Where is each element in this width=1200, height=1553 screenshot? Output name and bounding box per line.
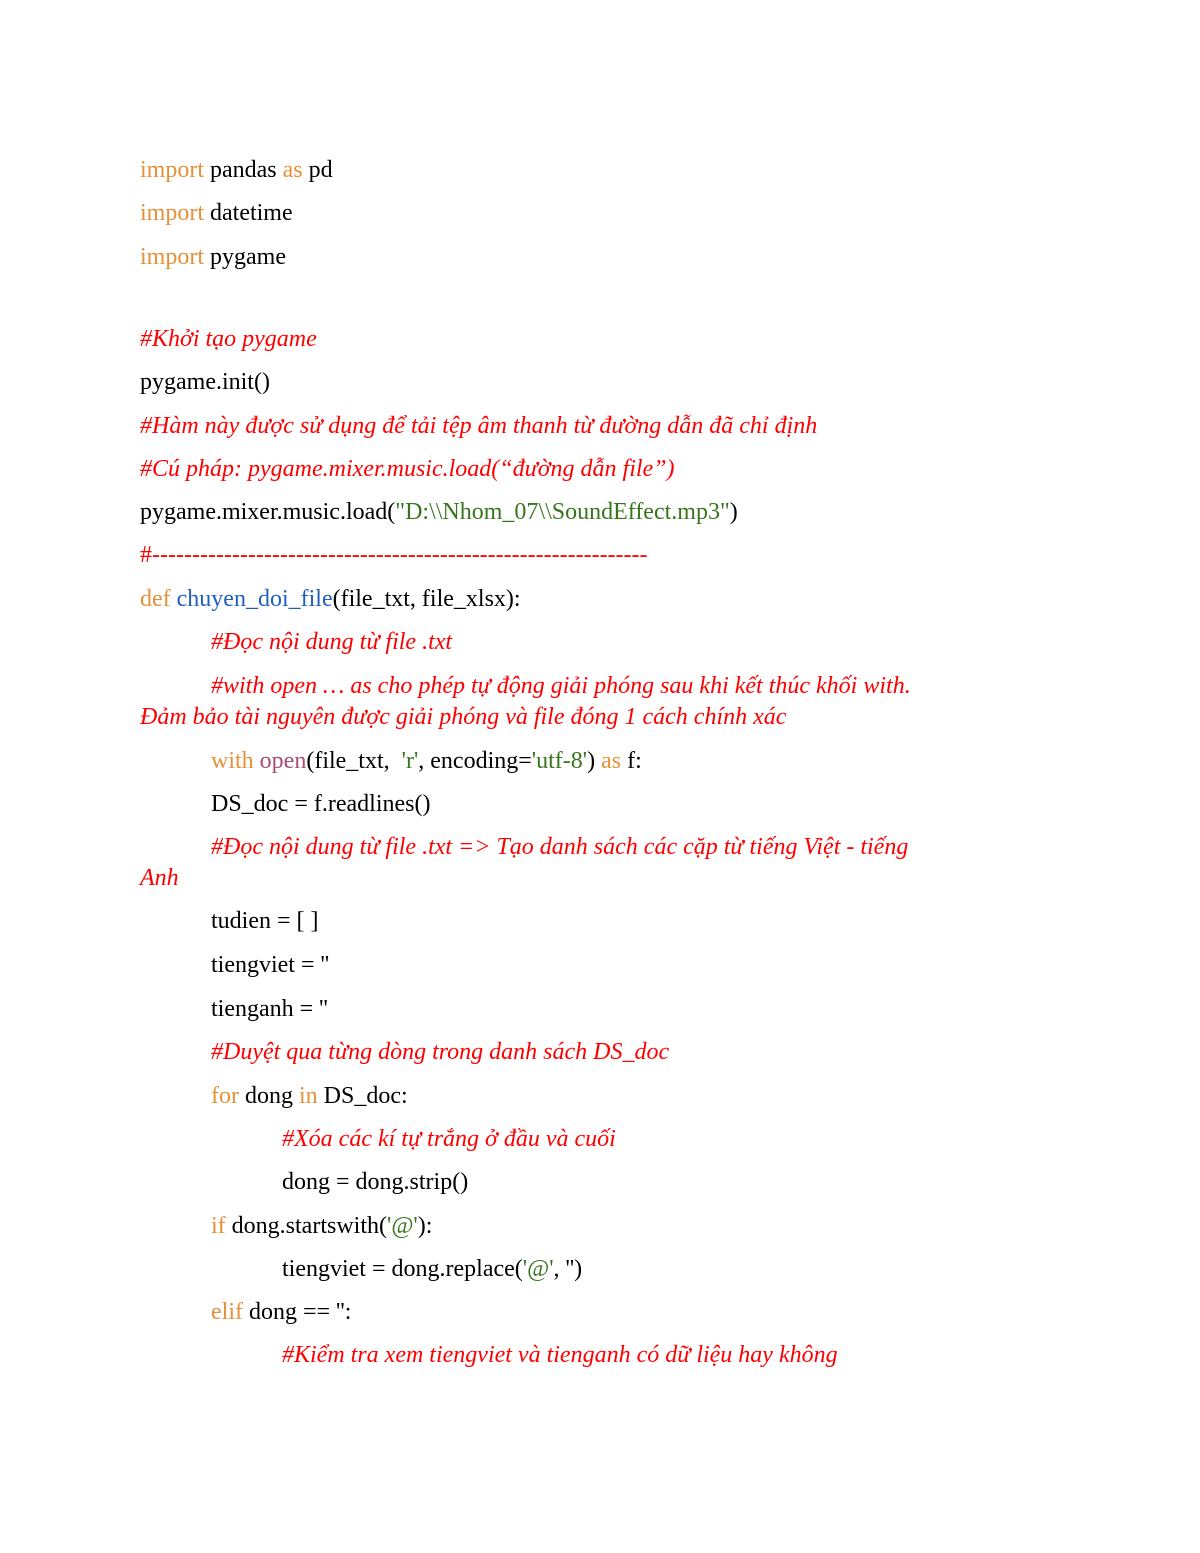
- open-args: f:: [621, 748, 642, 774]
- comment-strip: #Xóa các kí tự trắng ở đầu và cuối: [282, 1126, 616, 1152]
- function-name: chuyen_doi_file: [176, 586, 333, 612]
- def-keyword: def: [140, 586, 171, 612]
- code-elif-line: [211, 1297, 351, 1327]
- if-text: ):: [417, 1213, 433, 1239]
- import-keyword: import: [140, 244, 204, 270]
- code-def-line: [140, 584, 521, 614]
- comment-read-file: #Đọc nội dung từ file .txt: [211, 629, 453, 655]
- import-keyword: import: [140, 200, 204, 226]
- code-strip-call: dong = dong.strip(): [282, 1169, 469, 1195]
- open-args: ): [587, 748, 602, 774]
- comment-loop: #Duyệt qua từng dòng trong danh sách DS_doc: [211, 1039, 670, 1065]
- comment-create-list-1: #Đọc nội dung từ file .txt => Tạo danh sách các cặp từ tiếng Việt - tiếng: [211, 834, 909, 860]
- import-alias: pd: [302, 157, 333, 183]
- open-builtin: open: [259, 748, 307, 774]
- in-keyword: in: [298, 1083, 318, 1109]
- open-mode-string: 'r': [401, 748, 419, 774]
- import-pygame-line: [140, 242, 286, 272]
- as-keyword: as: [282, 157, 303, 183]
- comment-check: #Kiểm tra xem tiengviet và tienganh có dữ liệu hay không: [282, 1342, 838, 1368]
- code-load-line: [140, 497, 738, 527]
- import-datetime-line: [140, 198, 293, 228]
- for-text: DS_doc:: [317, 1083, 408, 1109]
- replace-text: , ''): [553, 1256, 583, 1282]
- function-params: (file_txt, file_xlsx):: [332, 586, 521, 612]
- comment-load-desc: #Hàm này được sử dụng để tải tệp âm thanh từ đường dẫn đã chỉ định: [140, 413, 818, 439]
- code-tudien: tudien = [ ]: [211, 908, 319, 934]
- code-for-line: [211, 1081, 408, 1111]
- load-suffix: ): [729, 499, 738, 525]
- for-text: dong: [238, 1083, 299, 1109]
- for-keyword: for: [211, 1083, 239, 1109]
- at-string: '@': [387, 1213, 418, 1239]
- at-string: '@': [522, 1256, 554, 1282]
- load-path-string: "D:\\Nhom_07\\SoundEffect.mp3": [395, 499, 730, 525]
- code-with-line: [211, 746, 642, 776]
- import-text: datetime: [204, 200, 293, 226]
- comment-create-list-2: Anh: [140, 865, 179, 891]
- open-encoding-string: 'utf-8': [531, 748, 588, 774]
- comment-with-open-1: #with open … as cho phép tự động giải phóng sau khi kết thúc khối with.: [211, 673, 911, 699]
- import-text: pygame: [204, 244, 286, 270]
- code-readlines: DS_doc = f.readlines(): [211, 791, 431, 817]
- import-keyword: import: [140, 157, 204, 183]
- comment-with-open-2: Đảm bảo tài nguyên được giải phóng và file đóng 1 cách chính xác: [140, 704, 787, 730]
- code-tienganh: tienganh = '': [211, 996, 328, 1022]
- elif-text: dong == '':: [242, 1299, 352, 1325]
- code-tiengviet: tiengviet = '': [211, 952, 330, 978]
- code-init-call: pygame.init(): [140, 369, 270, 395]
- with-keyword: with: [211, 748, 254, 774]
- as-keyword: as: [601, 748, 622, 774]
- if-text: dong.startswith(: [225, 1213, 387, 1239]
- import-pandas-line: [140, 155, 333, 185]
- open-args: (file_txt,: [306, 748, 402, 774]
- code-replace-line: [282, 1254, 582, 1284]
- comment-syntax: #Cú pháp: pygame.mixer.music.load(“đường dẫn file”): [140, 456, 675, 482]
- load-prefix: pygame.mixer.music.load(: [140, 499, 396, 525]
- elif-keyword: elif: [211, 1299, 243, 1325]
- open-args: , encoding=: [418, 748, 532, 774]
- code-if-line: [211, 1211, 432, 1241]
- comment-init: #Khởi tạo pygame: [140, 326, 317, 352]
- if-keyword: if: [211, 1213, 226, 1239]
- replace-text: tiengviet = dong.replace(: [282, 1256, 523, 1282]
- comment-separator: #--------------------------------------------------------------: [140, 542, 648, 568]
- import-text: pandas: [204, 157, 283, 183]
